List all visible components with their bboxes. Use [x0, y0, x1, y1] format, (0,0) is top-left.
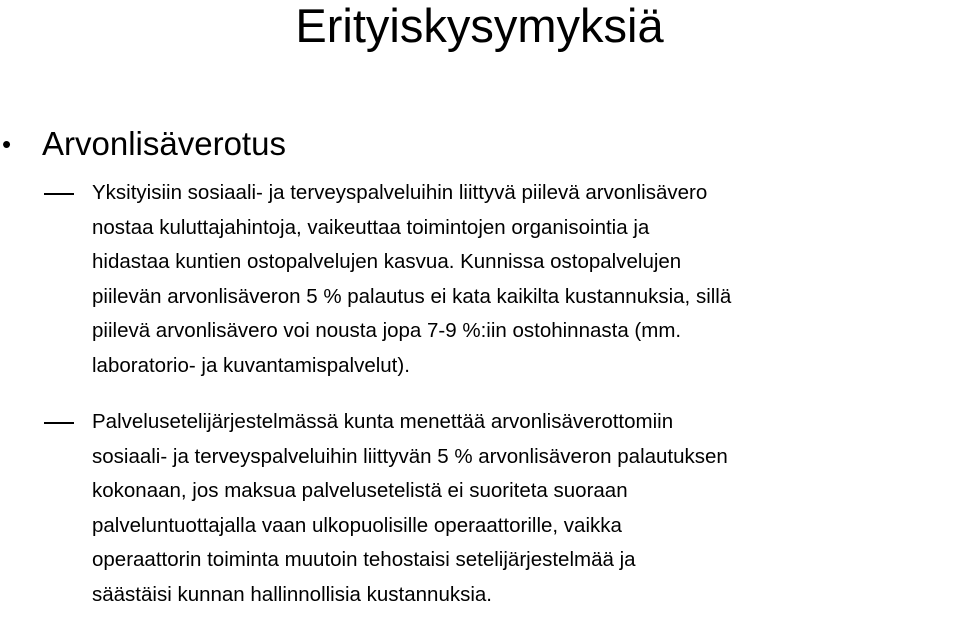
text-line: nostaa kuluttajahintoja, vaikeuttaa toimintojen organisointia ja	[92, 215, 650, 239]
text-line: hidastaa kuntien ostopalvelujen kasvua. Kunnissa ostopalvelujen	[92, 250, 682, 273]
text-line: operaattorin toiminta muutoin tehostaisi setelijärjestelmää ja	[92, 548, 636, 571]
dash-icon	[44, 193, 74, 195]
text-line: kokonaan, jos maksua palvelusetelistä ei suoriteta suoraan	[92, 479, 628, 502]
bullet-dot-icon: •	[2, 129, 12, 159]
sub-item-1-text	[92, 176, 731, 383]
text-line: Yksityisiin sosiaali- ja terveyspalveluihin liittyvä piilevä arvonlisävero	[92, 181, 708, 204]
text-line: säästäisi kunnan hallinnollisia kustannuksia.	[92, 582, 492, 606]
dash-icon	[44, 422, 74, 424]
text-line: piilevän arvonlisäveron 5 % palautus ei kata kaikilta kustannuksia, sillä	[92, 284, 732, 308]
text-line: sosiaali- ja terveyspalveluihin liittyvän 5 % arvonlisäveron palautuksen	[92, 444, 728, 468]
text-line: piilevä arvonlisävero voi nousta jopa 7-9 %:iin ostohinnasta (mm.	[92, 319, 682, 342]
text-line: laboratorio- ja kuvantamispalvelut).	[92, 353, 410, 377]
sub-item-2-text	[92, 405, 728, 612]
bullet-text: Arvonlisäverotus	[42, 125, 286, 162]
text-line: palveluntuottajalla vaan ulkopuolisille operaattorille, vaikka	[92, 513, 622, 537]
text-line: Palvelusetelijärjestelmässä kunta menettää arvonlisäverottomiin	[92, 410, 674, 433]
bullet-item	[0, 124, 959, 164]
slide-title: Erityiskysymyksiä	[295, 0, 664, 52]
